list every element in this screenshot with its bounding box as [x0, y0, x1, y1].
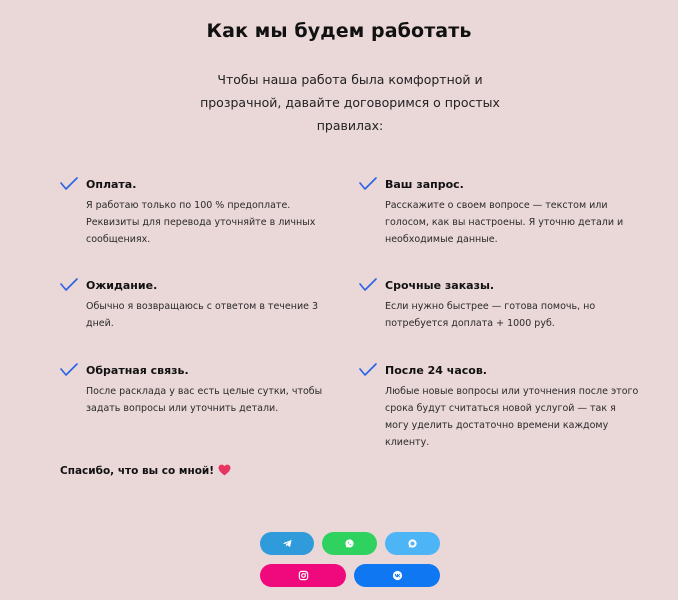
page-title: Как мы будем работать — [206, 20, 472, 42]
instagram-button[interactable] — [260, 564, 346, 587]
telegram-button[interactable] — [260, 532, 314, 555]
checkmark-icon — [60, 363, 78, 377]
checkmark-icon — [359, 177, 377, 191]
chat-button[interactable] — [385, 532, 440, 555]
checkmark-icon — [60, 177, 78, 191]
thanks-message — [60, 464, 231, 477]
rule-title: Срочные заказы. — [385, 279, 495, 292]
rule-title: Ожидание. — [86, 279, 158, 292]
whatsapp-icon — [344, 538, 355, 549]
checkmark-icon — [359, 278, 377, 292]
telegram-icon — [282, 538, 293, 549]
checkmark-icon — [60, 278, 78, 292]
rule-title: Обратная связь. — [86, 364, 189, 377]
checkmark-icon — [359, 363, 377, 377]
rule-text: Обычно я возвращаюсь с ответом в течение 3 дней. — [86, 301, 319, 329]
vk-icon — [392, 570, 403, 581]
rule-text: Я работаю только по 100 % предоплате. Реквизиты для перевода уточняйте в личных сообщениях. — [86, 200, 316, 245]
rule-text: Расскажите о своем вопросе — текстом или голосом, как вы настроены. Я уточню детали и необходимые данные. — [385, 200, 624, 245]
rule-text: После расклада у вас есть целые сутки, чтобы задать вопросы или уточнить детали. — [86, 386, 323, 414]
heart-icon — [218, 464, 231, 476]
instagram-icon — [298, 570, 309, 581]
chat-icon — [407, 538, 418, 549]
whatsapp-button[interactable] — [322, 532, 377, 555]
vk-button[interactable] — [354, 564, 440, 587]
rule-text: Если нужно быстрее — готова помочь, но потребуется доплата + 1000 руб. — [385, 301, 596, 329]
intro-text: Чтобы наша работа была комфортной и прозрачной, давайте договоримся о простых правилах: — [200, 72, 500, 133]
rule-title: Ваш запрос. — [385, 178, 464, 191]
thanks-text: Спасибо, что вы со мной! — [60, 465, 215, 477]
rule-title: Оплата. — [86, 178, 137, 191]
rule-title: После 24 часов. — [385, 364, 487, 377]
rule-text: Любые новые вопросы или уточнения после этого срока будут считаться новой услугой — так я могу уделить достаточно времени каждому клиенту. — [385, 386, 639, 448]
